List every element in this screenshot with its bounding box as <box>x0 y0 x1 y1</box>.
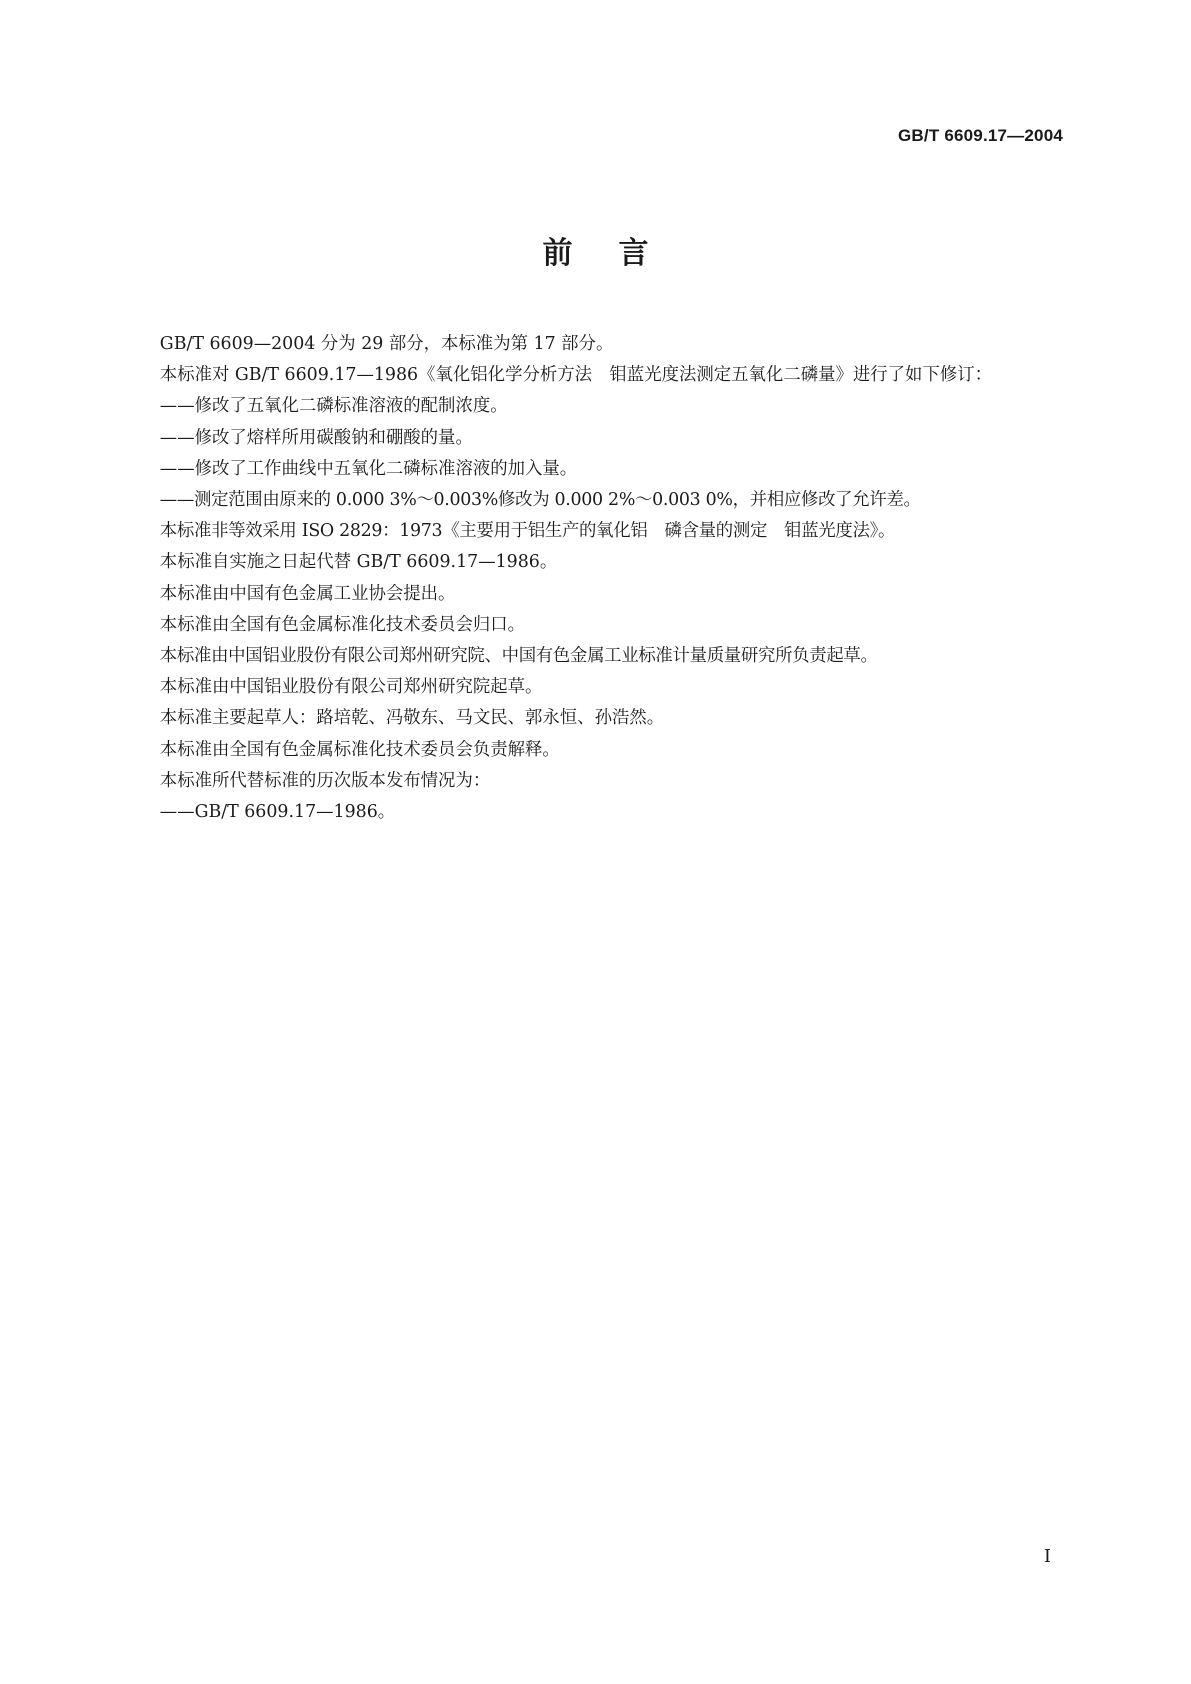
paragraph-parts: GB/T 6609—2004 分为 29 部分，本标准为第 17 部分。 <box>159 334 614 354</box>
paragraph-revision-item-3: ——修改了工作曲线中五氧化二磷标准溶液的加入量。 <box>159 458 578 479</box>
paragraph-revision-intro: 本标准对 GB/T 6609.17—1986《氧化铝化学分析方法 钼蓝光度法测定五氧化二磷量》进行了如下修订： <box>159 365 993 386</box>
page-title: 前言 <box>542 236 695 271</box>
paragraph-history-item: ——GB/T 6609.17—1986。 <box>159 802 396 823</box>
paragraph-interpretation: 本标准由全国有色金属标准化技术委员会负责解释。 <box>159 739 560 760</box>
paragraph-proposed-by: 本标准由中国有色金属工业协会提出。 <box>159 583 456 604</box>
page-number: I <box>1043 1546 1051 1567</box>
standard-number: GB/T 6609.17—2004 <box>898 126 1063 145</box>
paragraph-drafting-responsible: 本标准由中国铝业股份有限公司郑州研究院、中国有色金属工业标准计量质量研究所负责起草。 <box>159 646 878 667</box>
paragraph-iso-reference: 本标准非等效采用 ISO 2829：1973《主要用于铝生产的氧化铝 磷含量的测定 钼蓝光度法》。 <box>159 521 896 542</box>
paragraph-replaces: 本标准自实施之日起代替 GB/T 6609.17—1986。 <box>159 552 558 573</box>
paragraph-drafted-by: 本标准由中国铝业股份有限公司郑州研究院起草。 <box>159 677 543 698</box>
foreword-body <box>125 329 1065 828</box>
paragraph-revision-item-1: ——修改了五氧化二磷标准溶液的配制浓度。 <box>159 396 508 417</box>
paragraph-revision-item-4: ——测定范围由原来的 0.000 3%～0.003%修改为 0.000 2%～0.003 0%，并相应修改了允许差。 <box>159 490 921 511</box>
paragraph-history-intro: 本标准所代替标准的历次版本发布情况为： <box>159 770 491 791</box>
paragraph-main-drafters: 本标准主要起草人：路培乾、冯敬东、马文民、郭永恒、孙浩然。 <box>159 708 665 729</box>
paragraph-revision-item-2: ——修改了熔样所用碳酸钠和硼酸的量。 <box>159 427 473 448</box>
paragraph-under-jurisdiction: 本标准由全国有色金属标准化技术委员会归口。 <box>159 614 526 635</box>
